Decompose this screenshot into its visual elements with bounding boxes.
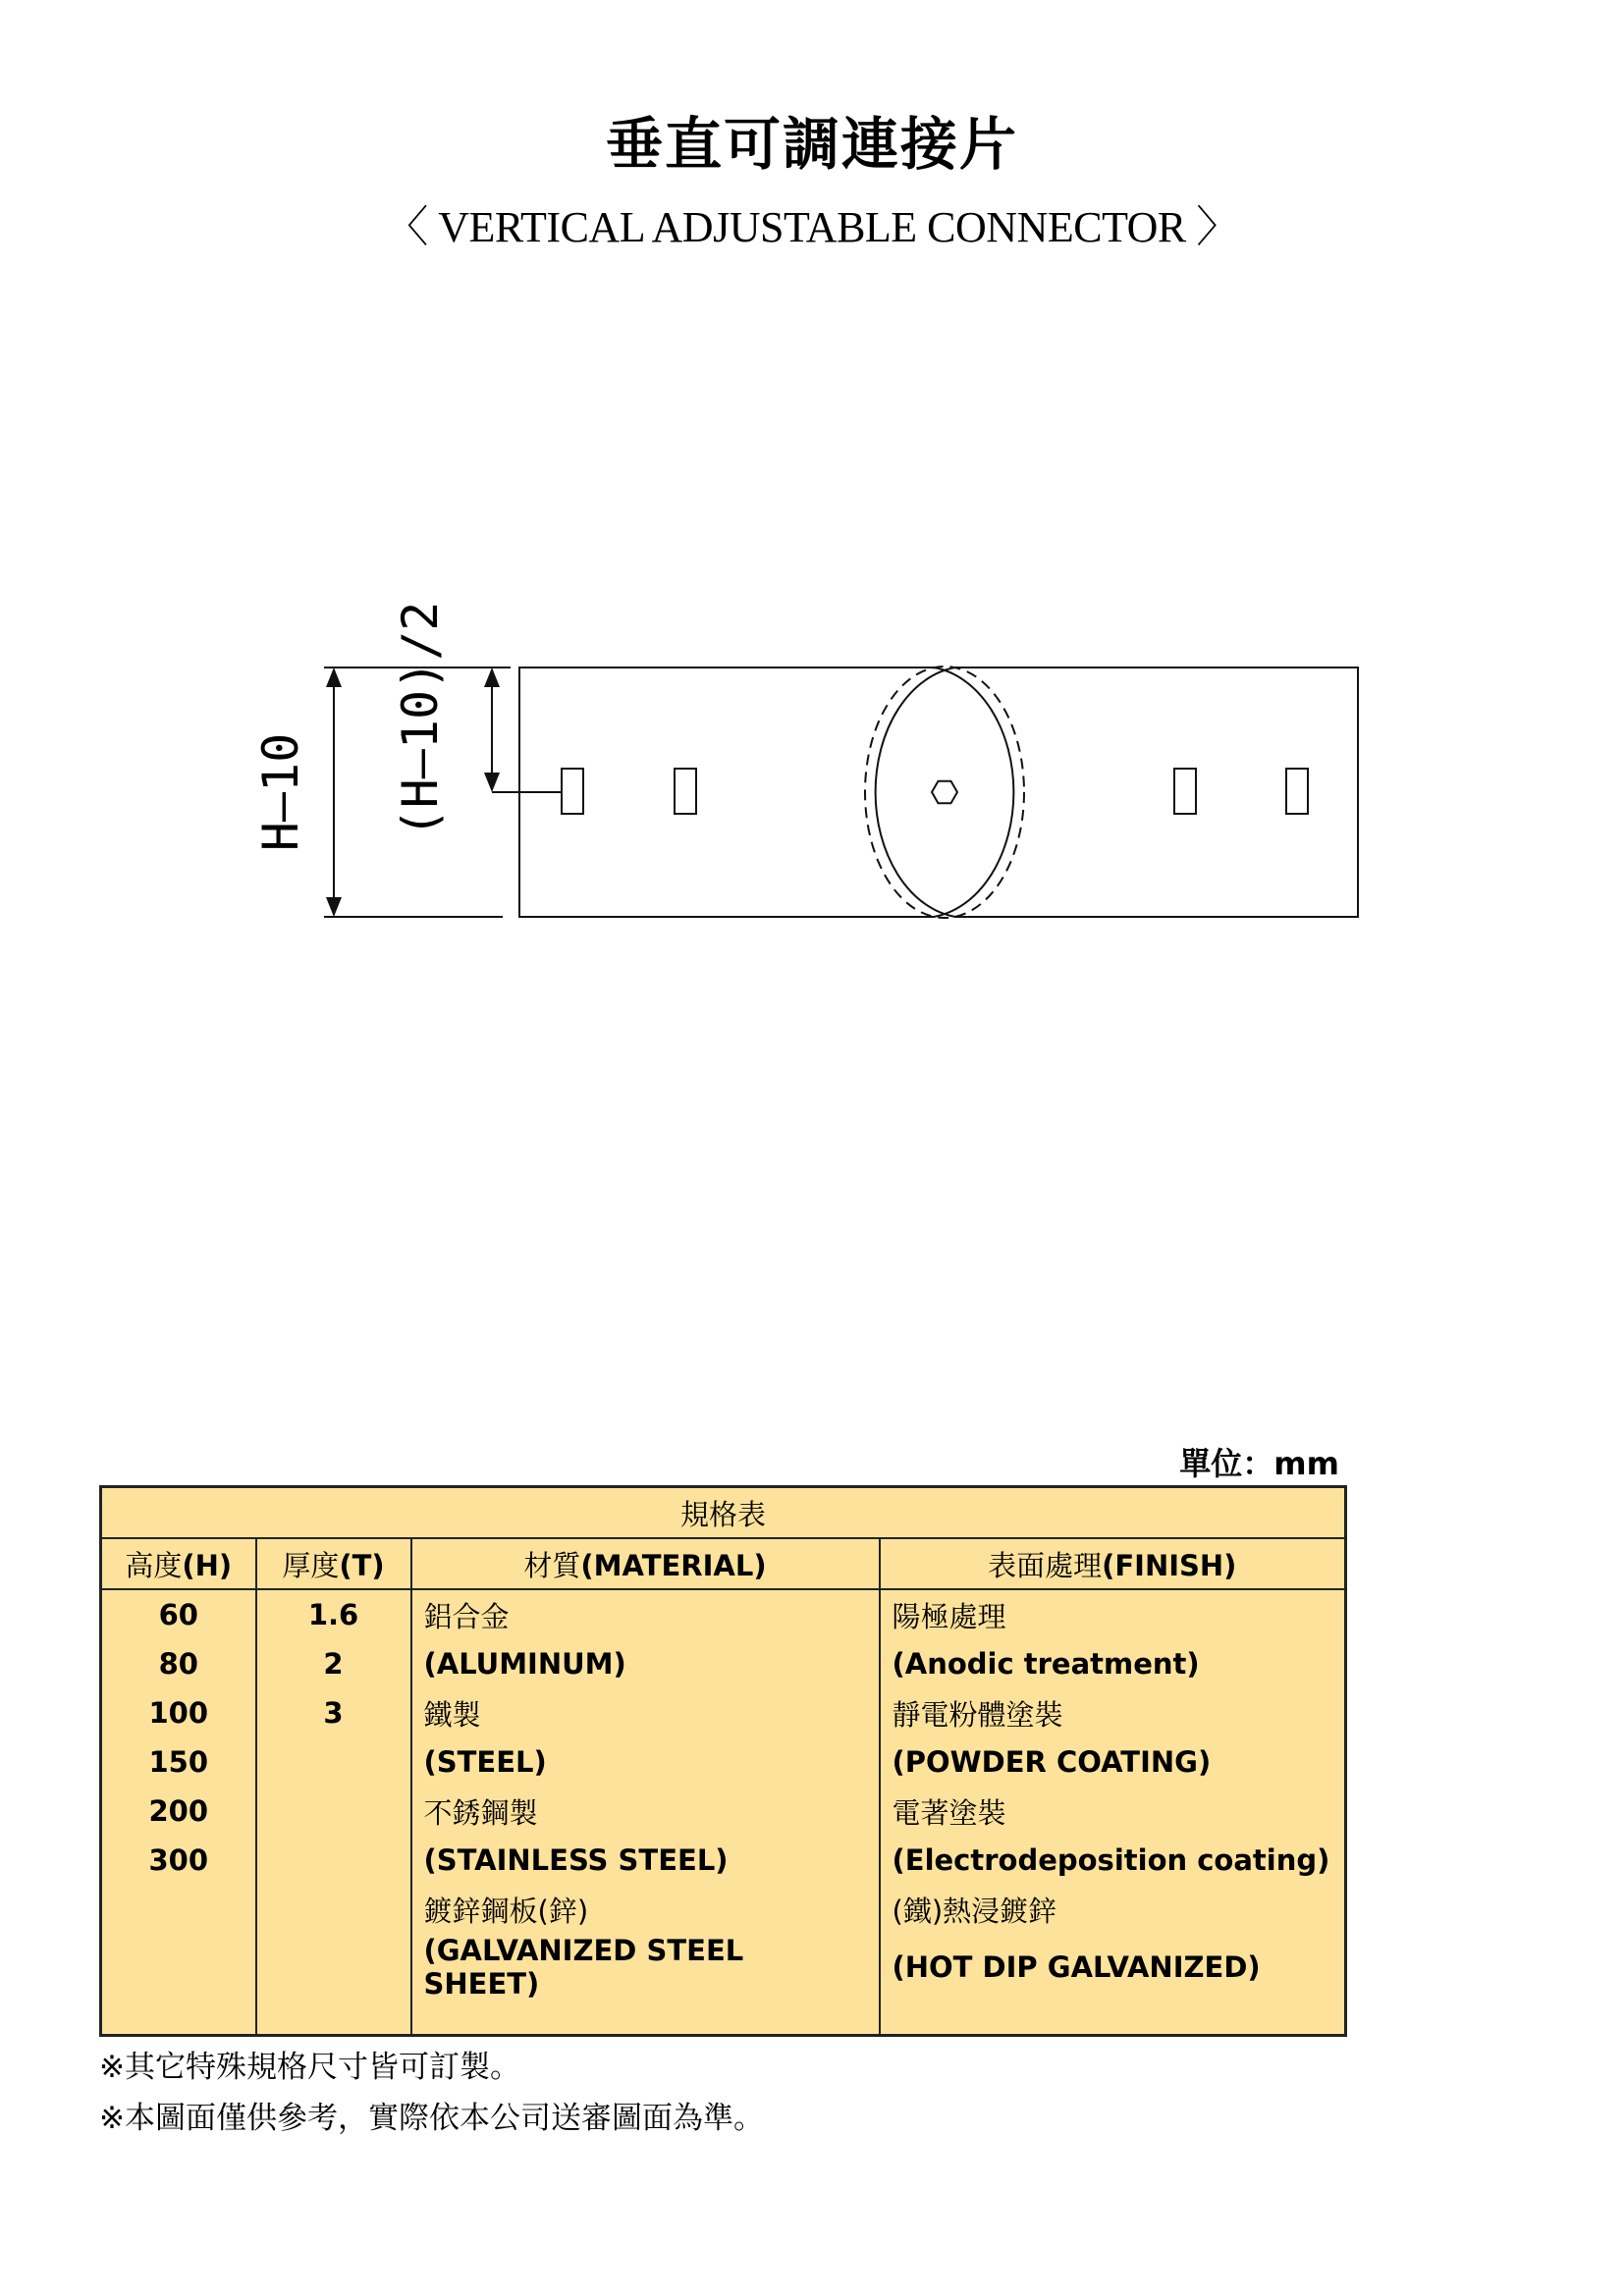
cell-material: (STEEL): [411, 1737, 880, 1787]
cell-material: 鐵製: [411, 1688, 880, 1737]
header-material: 材質(MATERIAL): [411, 1538, 880, 1589]
cell-finish: 靜電粉體塗裝: [880, 1688, 1346, 1737]
table-padding-row: [101, 2001, 1346, 2036]
table-row: [101, 1934, 1346, 2001]
table-row: [101, 1836, 1346, 1885]
cell-height: 200: [101, 1787, 256, 1836]
cell-thickness: [256, 1934, 411, 2001]
cell-material: 鍍鋅鋼板(鋅): [411, 1885, 880, 1934]
pivot-hex-bolt: [932, 781, 957, 804]
page-title: 垂直可調連接片: [605, 111, 1018, 178]
cell-finish: (POWDER COATING): [880, 1737, 1346, 1787]
cell-height: [101, 1934, 256, 2001]
cell-thickness: 2: [256, 1639, 411, 1688]
cell-finish: (鐵)熱浸鍍鋅: [880, 1885, 1346, 1934]
slot-4: [1286, 769, 1308, 814]
slot-1: [562, 769, 583, 814]
header-finish: 表面處理(FINISH): [880, 1538, 1346, 1589]
cell-material: (ALUMINUM): [411, 1639, 880, 1688]
unit-label: 單位：mm: [1179, 1445, 1339, 1482]
table-row: [101, 1787, 1346, 1836]
header-height: 高度(H): [101, 1538, 256, 1589]
note-reference-only: ※本圖面僅供參考，實際依本公司送審圖面為準。: [99, 2101, 764, 2136]
cell-thickness: [256, 1787, 411, 1836]
cell-finish: 陽極處理: [880, 1589, 1346, 1639]
cell-finish: (Anodic treatment): [880, 1639, 1346, 1688]
connector-drawing: [245, 550, 1384, 962]
cell-height: [101, 1885, 256, 1934]
table-row: [101, 1589, 1346, 1639]
slot-2: [675, 769, 696, 814]
slot-3: [1174, 769, 1196, 814]
cell-thickness: [256, 1737, 411, 1787]
cell-material: (STAINLESS STEEL): [411, 1836, 880, 1885]
cell-material: 不銹鋼製: [411, 1787, 880, 1836]
table-row: [101, 1688, 1346, 1737]
cell-thickness: [256, 1885, 411, 1934]
cell-thickness: 1.6: [256, 1589, 411, 1639]
cell-finish: (HOT DIP GALVANIZED): [880, 1934, 1346, 2001]
spec-table: [99, 1485, 1347, 2037]
dim-label-inner: (H–10)/2: [392, 601, 449, 838]
header-thickness: 厚度(T): [256, 1538, 411, 1589]
cell-thickness: 3: [256, 1688, 411, 1737]
cell-height: 100: [101, 1688, 256, 1737]
table-row: [101, 1639, 1346, 1688]
notes: [99, 2042, 764, 2144]
cell-finish: (Electrodeposition coating): [880, 1836, 1346, 1885]
dim-label-outer: H–10: [252, 732, 309, 852]
cell-height: 300: [101, 1836, 256, 1885]
pivot-circle: [865, 667, 1024, 918]
cell-material: 鋁合金: [411, 1589, 880, 1639]
cell-height: 60: [101, 1589, 256, 1639]
cell-thickness: [256, 1836, 411, 1885]
table-row: [101, 1737, 1346, 1787]
table-caption: 規格表: [101, 1487, 1346, 1539]
cell-material: (GALVANIZED STEEL SHEET): [411, 1934, 880, 2001]
cell-finish: 電著塗裝: [880, 1787, 1346, 1836]
cell-height: 150: [101, 1737, 256, 1787]
cell-height: 80: [101, 1639, 256, 1688]
note-custom-specs: ※其它特殊規格尺寸皆可訂製。: [99, 2050, 520, 2085]
page-subtitle: 〈 VERTICAL ADJUSTABLE CONNECTOR 〉: [385, 203, 1239, 251]
table-row: [101, 1885, 1346, 1934]
plate-left: [519, 667, 1013, 917]
